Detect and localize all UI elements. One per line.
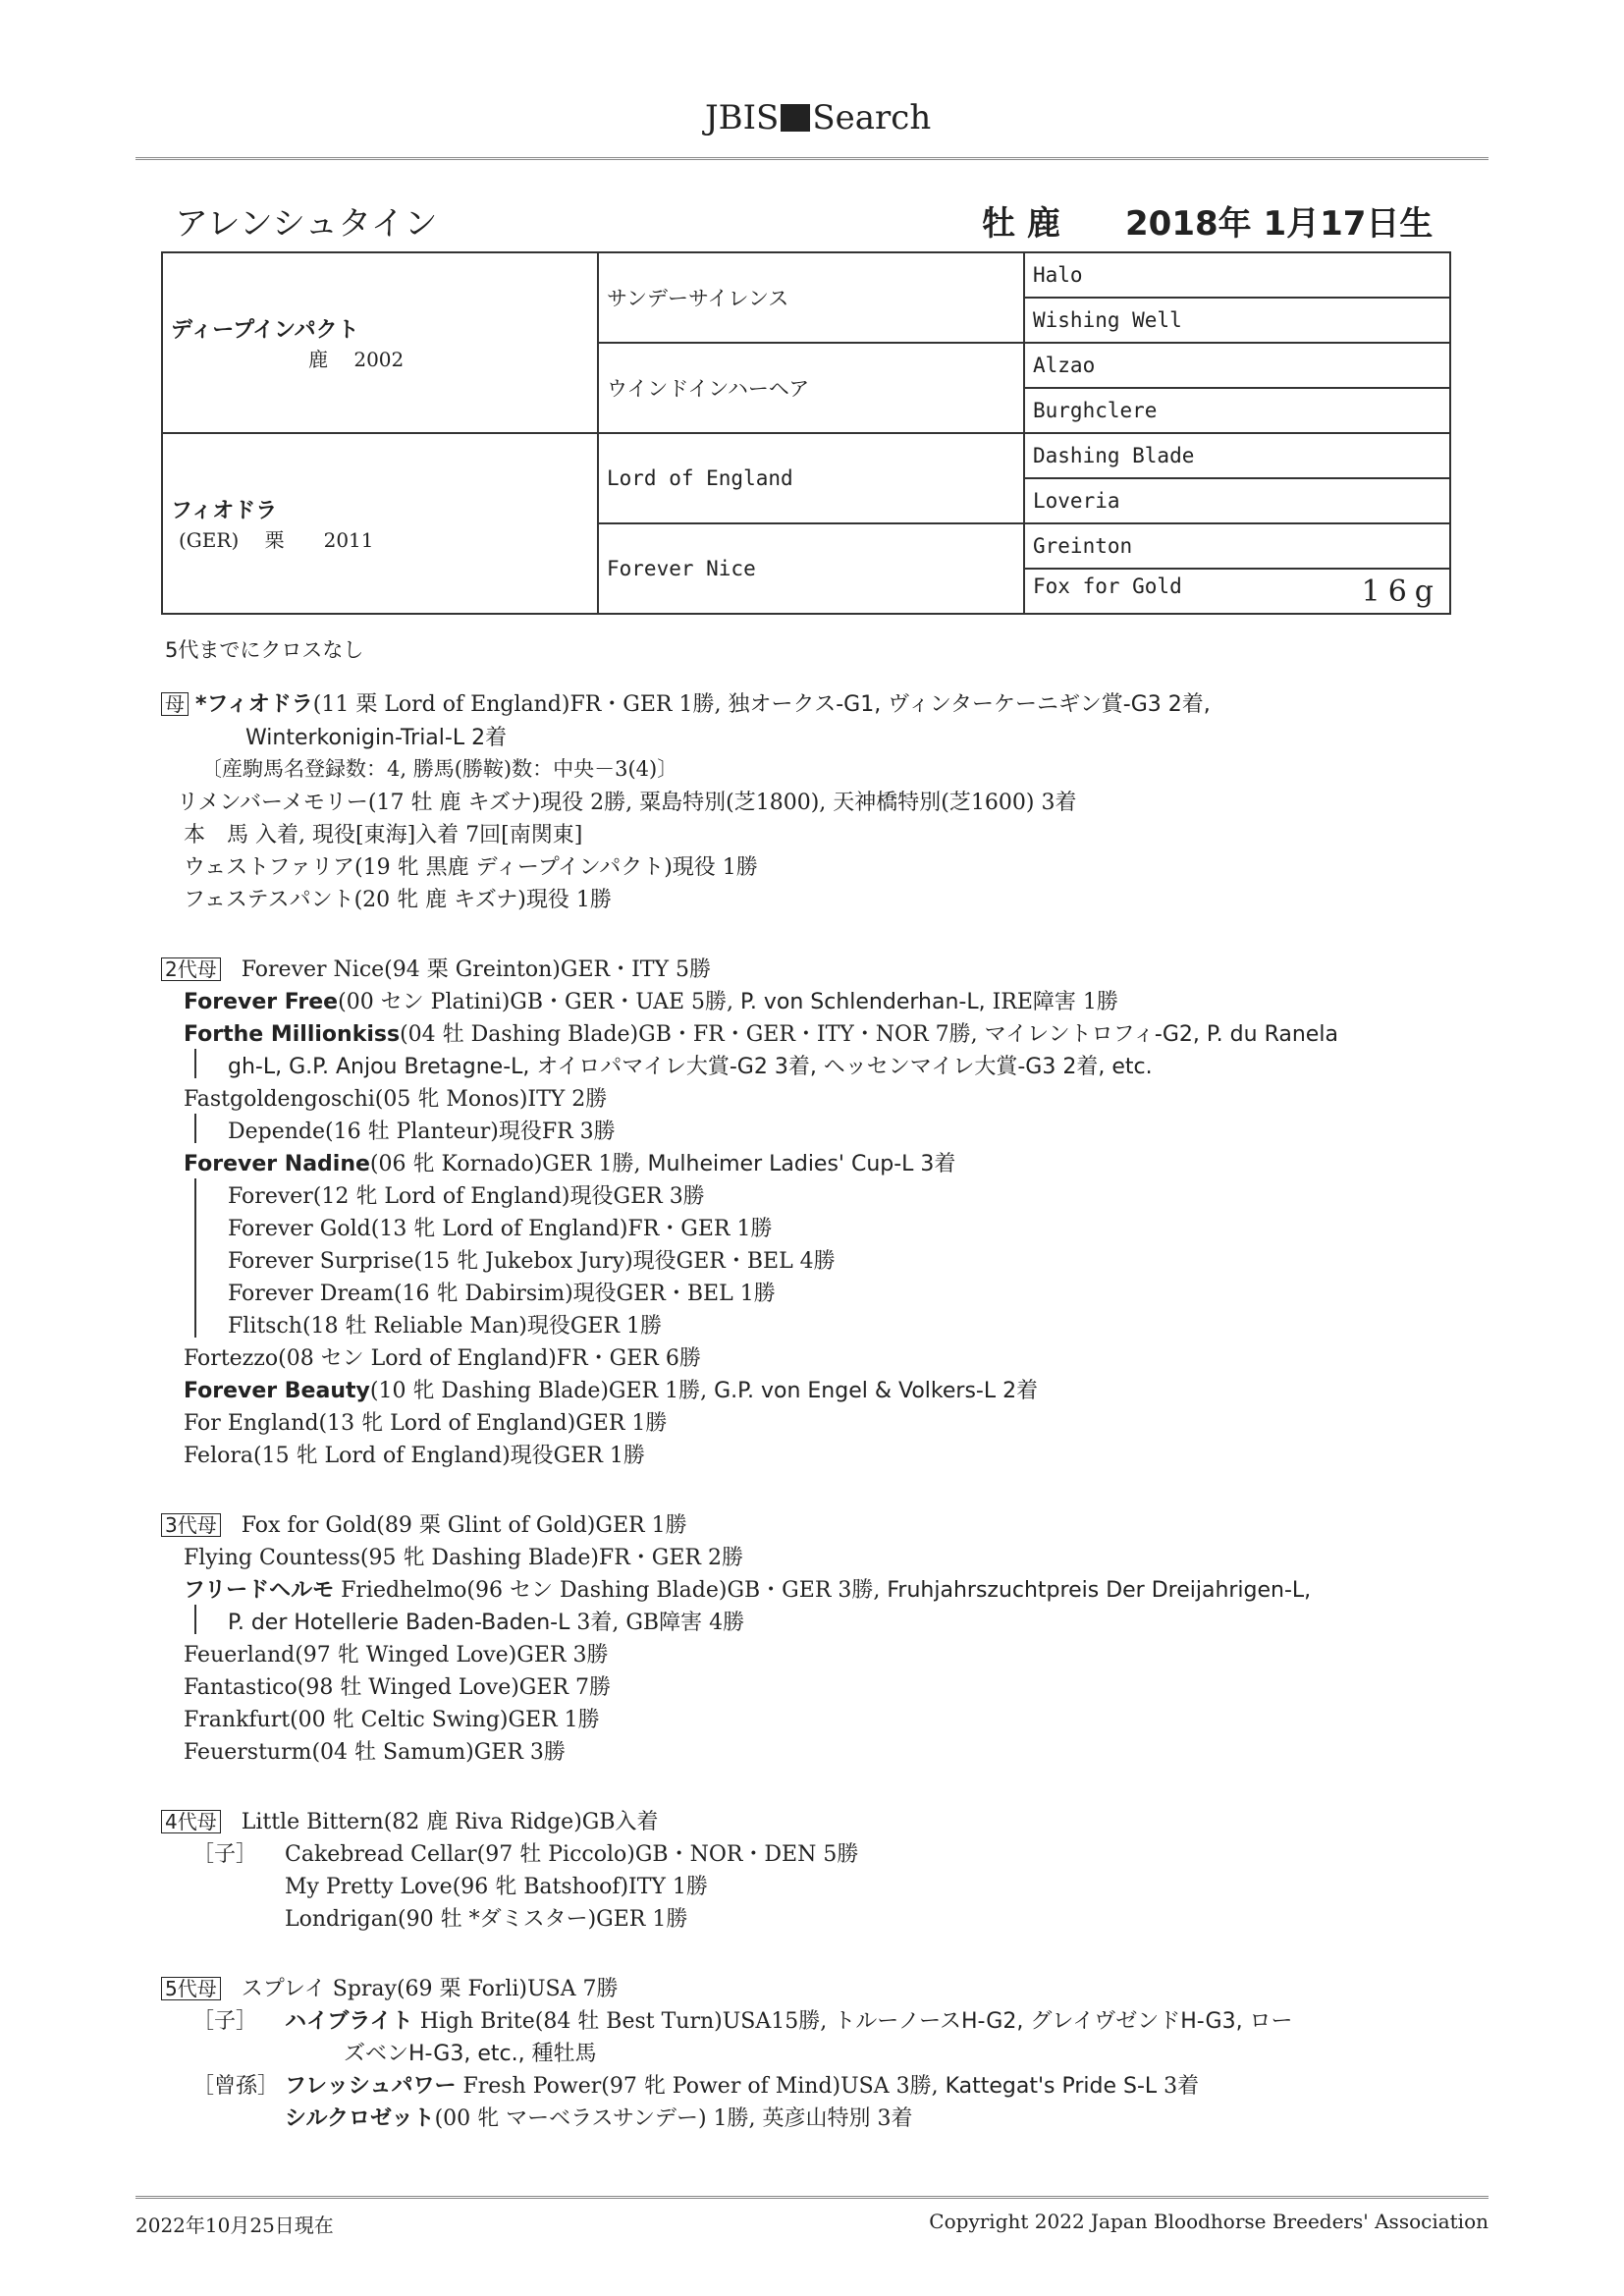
g2dam-row-13: For England(13 牝 Lord of England)GER 1勝: [184, 1411, 668, 1436]
g2dam-row-3: Fastgoldengoschi(05 牝 Monos)ITY 2勝: [184, 1087, 608, 1112]
g2dam-tag: 2代母: [161, 957, 221, 981]
jbis-search-logo: [705, 98, 931, 137]
dam-line-1: 母 *フィオドラ(11 栗 Lord of England)FR・GER 1勝, 独オークス-G1, ヴィンターケーニギン賞-G3 2着,: [161, 687, 1211, 718]
horse-name: アレンシュタイン: [175, 204, 438, 244]
g3dam-row-1: Flying Countess(95 牝 Dashing Blade)FR・GER 2勝: [184, 1546, 743, 1570]
g2dam-row-2: Forthe Millionkiss(04 牡 Dashing Blade)GB・FR・GER・ITY・NOR 7勝, マイレントロフィ-G2, P. du Ranela: [184, 1022, 1338, 1047]
g4dam-row-1: Cakebread Cellar(97 牡 Piccolo)GB・NOR・DEN 5勝: [285, 1842, 859, 1867]
sire-info: 鹿 2002: [308, 348, 405, 371]
g3dam-row-5: Frankfurt(00 牝 Celtic Swing)GER 1勝: [184, 1708, 600, 1732]
logo-text-search: Search: [812, 98, 932, 137]
g5dam-head: 5代母 スプレイ Spray(69 栗 Forli)USA 7勝: [161, 1972, 619, 2002]
g2dam-row-9: Forever Dream(16 牝 Dabirsim)現役GER・BEL 1勝: [228, 1282, 776, 1306]
inbreeding-code: 16g: [1361, 574, 1441, 609]
g2dam-row-10: Flitsch(18 牡 Reliable Man)現役GER 1勝: [228, 1314, 663, 1339]
tree-bar: [194, 1049, 196, 1078]
g2dam-row-12: Forever Beauty(10 牝 Dashing Blade)GER 1勝, G.P. von Engel & Volkers-L 2着: [184, 1379, 1039, 1403]
g3dam-row-6: Feuersturm(04 牡 Samum)GER 3勝: [184, 1740, 566, 1765]
g4dam-head: 4代母 Little Bittern(82 鹿 Riva Ridge)GB入着: [161, 1805, 659, 1835]
g3dam-row-2-cont: P. der Hotellerie Baden-Baden-L 3着, GB障害 4勝: [228, 1611, 745, 1635]
g5dam-sub-1: ［子］: [192, 2009, 258, 2034]
ped-g3-8-name: Fox for Gold: [1033, 574, 1182, 598]
dam-line-2: Winterkonigin-Trial-L 2着: [245, 726, 508, 750]
dam-tag: 母: [161, 692, 189, 716]
g2dam-row-1: Forever Free(00 セン Platini)GB・GER・UAE 5勝, P. von Schlenderhan-L, IRE障害 1勝: [184, 990, 1118, 1014]
ped-g2-4: Forever Nice: [598, 523, 1024, 614]
g2dam-row-2-cont: gh-L, G.P. Anjou Bretagne-L, オイロパマイレ大賞-G2 3着, ヘッセンマイレ大賞-G3 2着, etc.: [228, 1055, 1153, 1079]
g2dam-row-8: Forever Surprise(15 牝 Jukebox Jury)現役GER・BEL 4勝: [228, 1249, 836, 1274]
tree-bar: [194, 1114, 196, 1143]
g2dam-row-4: Depende(16 牡 Planteur)現役FR 3勝: [228, 1120, 616, 1144]
sire-cell: [162, 252, 598, 433]
g3dam-row-3: Feuerland(97 牝 Winged Love)GER 3勝: [184, 1643, 609, 1667]
g5dam-sub-2: ［曾孫］: [192, 2074, 280, 2099]
g4dam-sub: ［子］: [192, 1842, 258, 1867]
g4dam-tag: 4代母: [161, 1810, 221, 1833]
cross-note: 5代までにクロスなし: [165, 638, 364, 662]
dam-line-4: リメンバーメモリー(17 牡 鹿 キズナ)現役 2勝, 粟島特別(芝1800), 天神橋特別(芝1600) 3着: [177, 791, 1077, 815]
dam-line-5: 本 馬 入着, 現役[東海]入着 7回[南関東]: [184, 823, 583, 847]
ped-g3-2: Wishing Well: [1024, 298, 1450, 343]
ped-g3-1: Halo: [1024, 252, 1450, 298]
g3dam-tag: 3代母: [161, 1513, 221, 1537]
dam-name: フィオドラ: [171, 499, 278, 523]
sex-color: 牡 鹿: [982, 204, 1060, 244]
g5dam-row-2: フレッシュパワー Fresh Power(97 牝 Power of Mind)USA 3勝, Kattegat's Pride S-L 3着: [285, 2074, 1200, 2099]
ped-g3-6: Loveria: [1024, 478, 1450, 523]
dam-info: (GER) 栗 2011: [179, 528, 374, 552]
g2dam-row-6: Forever(12 牝 Lord of England)現役GER 3勝: [228, 1184, 705, 1209]
ped-g3-3: Alzao: [1024, 343, 1450, 388]
birth-date: 2018年 1月17日生: [1125, 204, 1434, 244]
footer-date: 2022年10月25日現在: [135, 2214, 334, 2237]
tree-bar: [194, 1605, 196, 1634]
g5dam-tag: 5代母: [161, 1977, 221, 2000]
tree-bar: [194, 1178, 196, 1338]
g2dam-row-14: Felora(15 牝 Lord of England)現役GER 1勝: [184, 1444, 645, 1468]
ped-g3-7: Greinton: [1024, 523, 1450, 569]
sire-name: ディープインパクト: [171, 318, 359, 343]
g2dam-row-7: Forever Gold(13 牝 Lord of England)FR・GER 1勝: [228, 1217, 773, 1241]
ped-g2-2: ウインドインハーヘア: [598, 343, 1024, 433]
footer-rule: [135, 2196, 1489, 2199]
g5dam-row-1-cont: ズベンH-G3, etc., 種牡馬: [344, 2042, 597, 2066]
dam-cell: [162, 433, 598, 614]
ped-g2-3: Lord of England: [598, 433, 1024, 523]
logo-text-jbis: JBIS: [705, 98, 780, 137]
dam-line-7: フェステスパント(20 牝 鹿 キズナ)現役 1勝: [184, 888, 612, 912]
ped-g3-4: Burghclere: [1024, 388, 1450, 433]
g4dam-row-3: Londrigan(90 牡 *ダミスター)GER 1勝: [285, 1907, 688, 1932]
header-rule: [135, 157, 1489, 160]
g2dam-head: 2代母 Forever Nice(94 栗 Greinton)GER・ITY 5勝: [161, 953, 711, 983]
ped-g3-8: [1024, 569, 1450, 614]
g2dam-row-11: Fortezzo(08 セン Lord of England)FR・GER 6勝: [184, 1346, 701, 1371]
g3dam-row-4: Fantastico(98 牡 Winged Love)GER 7勝: [184, 1675, 611, 1700]
g3dam-head: 3代母 Fox for Gold(89 栗 Glint of Gold)GER 1勝: [161, 1508, 687, 1539]
g5dam-row-1: ハイブライト High Brite(84 牡 Best Turn)USA15勝, トルーノースH-G2, グレイヴゼンドH-G3, ロー: [285, 2009, 1293, 2034]
pedigree-table: [161, 251, 1451, 615]
g3dam-row-2: フリードヘルモ Friedhelmo(96 セン Dashing Blade)GB・GER 3勝, Fruhjahrszuchtpreis Der Dreijahrigen-L,: [184, 1578, 1312, 1603]
ped-g3-5: Dashing Blade: [1024, 433, 1450, 478]
g4dam-row-2: My Pretty Love(96 牝 Batshoof)ITY 1勝: [285, 1875, 708, 1899]
g5dam-row-3: シルクロゼット(00 牝 マーベラスサンデー) 1勝, 英彦山特別 3着: [285, 2106, 913, 2131]
ped-g2-1: サンデーサイレンス: [598, 252, 1024, 343]
dam-line-6: ウェストファリア(19 牝 黒鹿 ディープインパクト)現役 1勝: [184, 855, 758, 880]
horse-logo-icon: [781, 104, 810, 132]
g2dam-row-5: Forever Nadine(06 牝 Kornado)GER 1勝, Mulheimer Ladies' Cup-L 3着: [184, 1152, 956, 1176]
dam-line-3: 〔産駒馬名登録数：4, 勝馬(勝鞍)数：中央－3(4)〕: [201, 757, 678, 781]
footer-copyright: Copyright 2022 Japan Bloodhorse Breeders' Association: [929, 2210, 1489, 2233]
